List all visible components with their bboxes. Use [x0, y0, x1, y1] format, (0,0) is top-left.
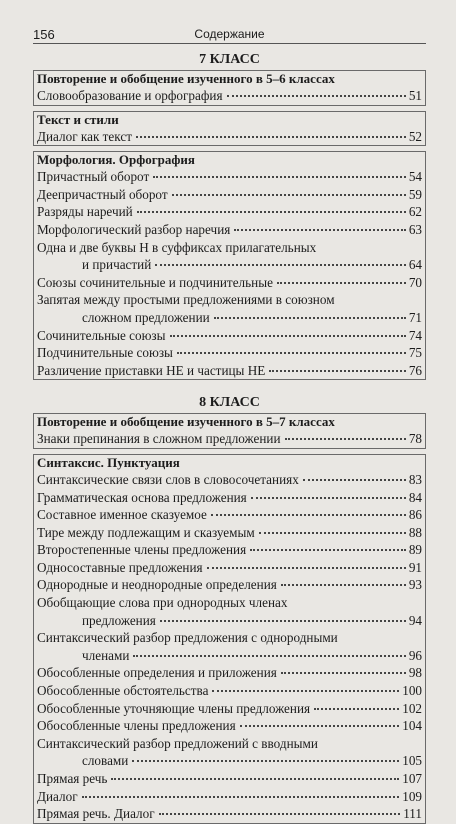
dot-leader [153, 176, 406, 178]
entry-page-number: 59 [408, 186, 422, 202]
entry-row [37, 87, 422, 105]
entry-page-number: 76 [408, 362, 422, 378]
entry-row [37, 700, 422, 718]
entry-row [37, 524, 422, 542]
entry-row [37, 430, 422, 448]
entry-title: сложном предложении [82, 309, 210, 325]
dot-leader [160, 620, 406, 622]
entry-title: Обособленные определения и приложения [37, 665, 277, 681]
entry-row [37, 327, 422, 345]
entry-page-number: 70 [408, 274, 422, 290]
entry-page-number: 78 [408, 431, 422, 447]
entry-title: Однородные и неоднородные определения [37, 577, 277, 593]
entry-title: Обособленные уточняющие члены предложения [37, 700, 311, 716]
toc-entry [37, 239, 422, 274]
entry-page-number: 105 [402, 753, 422, 769]
entry-page-number: 64 [408, 257, 422, 273]
entry-page-number: 54 [408, 169, 422, 185]
dot-leader [303, 479, 406, 481]
entry-row [37, 309, 422, 327]
entry-title-line: Одна и две буквы Н в суффиксах прилагательных [37, 239, 317, 255]
dot-leader [137, 211, 406, 213]
entry-row [37, 717, 422, 735]
entry-row [37, 506, 422, 524]
entry-row [37, 612, 422, 630]
entry-title: Союзы сочинительные и подчинительные [37, 274, 273, 290]
dot-leader [281, 584, 406, 586]
entry-row [37, 168, 422, 186]
entry-title: и причастий [82, 257, 152, 273]
toc-entry [37, 805, 422, 823]
dot-leader [170, 335, 406, 337]
running-title: Содержание [194, 27, 265, 41]
section-title: Повторение и обобщение изученного в 5–6 классах [37, 71, 335, 86]
entry-page-number: 91 [408, 559, 422, 575]
toc-section [33, 151, 426, 380]
toc-entry [37, 770, 422, 788]
dot-leader [259, 532, 406, 534]
entry-title-line: Синтаксический разбор предложения с однородными [37, 630, 338, 646]
entry-title-line: Запятая между простыми предложениями в союзном [37, 292, 335, 308]
grade-heading: 7 КЛАСС [199, 52, 260, 67]
entry-title: Обособленные члены предложения [37, 718, 236, 734]
toc-entry [37, 471, 422, 489]
entry-title: Синтаксические связи слов в словосочетаниях [37, 471, 299, 487]
toc-entry [37, 168, 422, 186]
dot-leader [281, 672, 406, 674]
entry-page-number: 102 [402, 700, 422, 716]
entry-title: Разряды наречий [37, 204, 133, 220]
entry-row [37, 770, 422, 788]
entry-row [37, 559, 422, 577]
entry-page-number: 93 [408, 577, 422, 593]
toc-entry [37, 788, 422, 806]
entry-page-number: 111 [403, 806, 422, 822]
dot-leader [136, 136, 406, 138]
entry-page-number: 88 [408, 524, 422, 540]
entry-title: Диалог [37, 788, 78, 804]
grade-heading: 8 КЛАСС [199, 395, 260, 411]
entry-row [37, 682, 422, 700]
toc-entry [37, 524, 422, 542]
entry-page-number: 100 [402, 683, 422, 699]
entry-page-number: 107 [402, 771, 422, 786]
page-header [33, 0, 426, 44]
entry-row [37, 788, 422, 806]
dot-leader [159, 813, 401, 815]
toc-entry [37, 128, 422, 146]
entry-title: Сочинительные союзы [37, 327, 166, 343]
dot-leader [227, 95, 406, 97]
dot-leader [251, 497, 406, 499]
entry-title: Прямая речь [37, 771, 108, 786]
entry-title: Тире между подлежащим и сказуемым [37, 524, 255, 540]
entry-page-number: 75 [408, 345, 422, 361]
toc-section [33, 413, 426, 449]
entry-title: Деепричастный оборот [37, 186, 168, 202]
entry-title: Диалог как текст [37, 128, 132, 144]
section-title: Морфология. Орфография [37, 152, 195, 168]
entry-row [37, 186, 422, 204]
entry-row [37, 128, 422, 146]
entry-title: Обособленные обстоятельства [37, 683, 209, 699]
entry-title: Различение приставки НЕ и частицы НЕ [37, 362, 266, 378]
entry-page-number: 74 [408, 327, 422, 343]
dot-leader [207, 567, 406, 569]
entry-page-number: 89 [408, 542, 422, 558]
toc-entry [37, 186, 422, 204]
dot-leader [240, 725, 400, 727]
entry-title: Грамматическая основа предложения [37, 489, 247, 505]
toc-entry [37, 221, 422, 239]
entry-row [37, 362, 422, 380]
entry-page-number: 62 [408, 204, 422, 220]
entry-title: Подчинительные союзы [37, 345, 173, 361]
entry-row [37, 221, 422, 239]
toc-entry [37, 291, 422, 326]
entry-title: Морфологический разбор наречия [37, 221, 231, 237]
entry-title: словами [82, 753, 129, 769]
dot-leader [132, 760, 399, 762]
toc-entry [37, 506, 422, 524]
entry-page-number: 83 [408, 471, 422, 487]
dot-leader [314, 708, 399, 710]
section-title: Текст и стили [37, 111, 119, 127]
entry-title: членами [82, 647, 130, 663]
entry-row [37, 489, 422, 507]
toc-entry [37, 344, 422, 362]
toc-entry [37, 327, 422, 345]
toc-entry [37, 594, 422, 629]
toc-entry [37, 489, 422, 507]
entry-row [37, 203, 422, 221]
entry-page-number: 109 [402, 788, 422, 804]
toc-entry [37, 735, 422, 770]
entry-title: Прямая речь. Диалог [37, 806, 155, 822]
entry-title: Второстепенные члены предложения [37, 542, 247, 558]
entry-row [37, 471, 422, 489]
entry-title-line: Синтаксический разбор предложений с вводными [37, 735, 318, 751]
toc-entry [37, 87, 422, 105]
toc-entry [37, 629, 422, 664]
dot-leader [214, 317, 406, 319]
dot-leader [155, 264, 406, 266]
entry-page-number: 96 [408, 647, 422, 663]
entry-row [37, 576, 422, 594]
toc-entry [37, 274, 422, 292]
entry-page-number: 104 [402, 718, 422, 734]
entry-page-number: 51 [408, 88, 422, 103]
dot-leader [285, 438, 406, 440]
toc-entry [37, 362, 422, 380]
entry-title: Словообразование и орфография [37, 88, 223, 103]
dot-leader [111, 778, 399, 780]
dot-leader [250, 549, 406, 551]
entry-row [37, 541, 422, 559]
toc-entry [37, 430, 422, 448]
dot-leader [212, 690, 399, 692]
dot-leader [269, 370, 406, 372]
dot-leader [177, 352, 406, 354]
entry-page-number: 84 [408, 489, 422, 505]
section-title: Синтаксис. Пунктуация [37, 454, 180, 470]
page-number: 156 [33, 27, 55, 42]
section-title: Повторение и обобщение изученного в 5–7 классах [37, 414, 335, 430]
toc-entry [37, 664, 422, 682]
entry-title: Причастный оборот [37, 169, 150, 185]
entry-row [37, 274, 422, 292]
entry-page-number: 63 [408, 221, 422, 237]
toc-entry [37, 717, 422, 735]
dot-leader [172, 194, 406, 196]
entry-title: предложения [82, 612, 156, 628]
entry-row [37, 647, 422, 665]
table-of-contents [33, 51, 426, 824]
entry-row [37, 805, 422, 823]
toc-entry [37, 700, 422, 718]
toc-section [33, 111, 426, 147]
toc-entry [37, 203, 422, 221]
entry-title: Односоставные предложения [37, 559, 203, 575]
entry-page-number: 98 [408, 665, 422, 681]
entry-page-number: 71 [408, 309, 422, 325]
entry-title-line: Обобщающие слова при однородных членах [37, 595, 288, 611]
dot-leader [211, 514, 406, 516]
toc-entry [37, 682, 422, 700]
toc-entry [37, 559, 422, 577]
entry-row [37, 752, 422, 770]
toc-section [33, 70, 426, 106]
header-rule [33, 43, 426, 44]
entry-title: Знаки препинания в сложном предложении [37, 431, 281, 447]
entry-page-number: 86 [408, 507, 422, 523]
entry-row [37, 256, 422, 274]
dot-leader [234, 229, 406, 231]
entry-row [37, 344, 422, 362]
entry-page-number: 94 [408, 612, 422, 628]
entry-page-number: 52 [408, 128, 422, 144]
toc-entry [37, 576, 422, 594]
dot-leader [277, 282, 406, 284]
toc-section [33, 454, 426, 824]
dot-leader [82, 796, 400, 798]
entry-title: Составное именное сказуемое [37, 507, 207, 523]
entry-row [37, 664, 422, 682]
dot-leader [133, 655, 405, 657]
toc-entry [37, 541, 422, 559]
